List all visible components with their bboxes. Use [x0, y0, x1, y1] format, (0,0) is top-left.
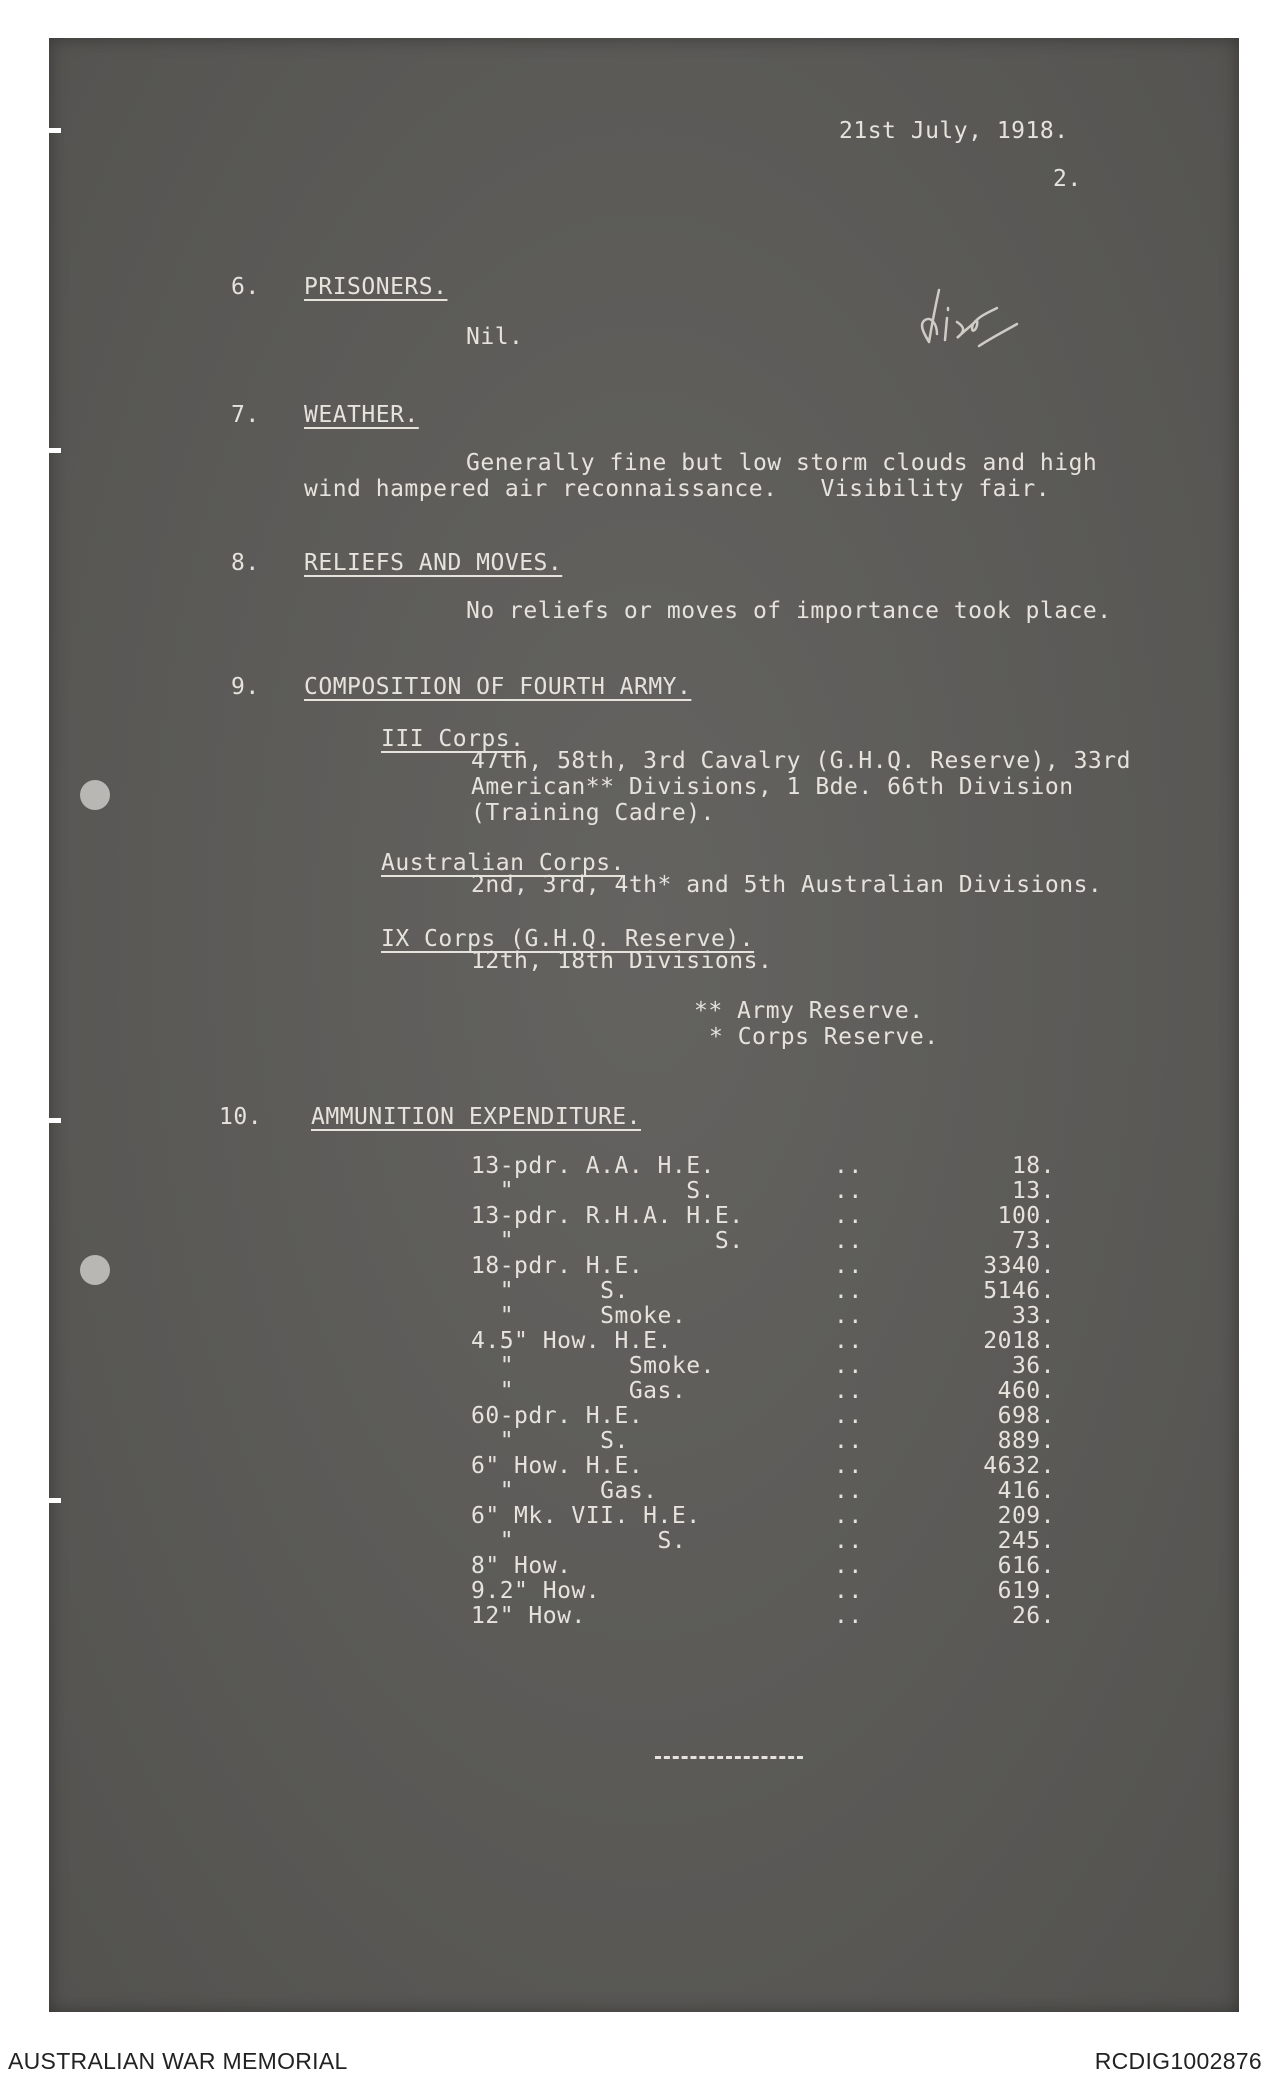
table-row-leader: .. — [834, 1378, 863, 1404]
table-row-leader: .. — [834, 1353, 863, 1379]
page-edge-notch — [45, 1498, 61, 1503]
page-number: 2. — [1053, 166, 1082, 192]
table-row-leader: .. — [834, 1228, 863, 1254]
archive-credit: AUSTRALIAN WAR MEMORIAL — [8, 2048, 348, 2074]
table-row-value: 2018. — [983, 1328, 1055, 1354]
table-row-value: 33. — [1011, 1303, 1055, 1329]
footnote: * Corps Reserve. — [709, 1024, 939, 1050]
table-row-value: 3340. — [983, 1253, 1055, 1279]
section-body-line: Generally fine but low storm clouds and high — [466, 450, 1098, 476]
section-number: 8. — [231, 550, 260, 576]
table-row-value: 36. — [1011, 1353, 1055, 1379]
corps-detail-line: (Training Cadre). — [471, 800, 715, 826]
table-row-label: " Smoke. — [471, 1353, 715, 1379]
table-row-label: " S. — [471, 1228, 744, 1254]
table-row-value: 5146. — [983, 1278, 1055, 1304]
table-row-label: 6" How. H.E. — [471, 1453, 644, 1479]
corps-detail-line: 2nd, 3rd, 4th* and 5th Australian Divisions. — [471, 872, 1103, 898]
table-row-leader: .. — [834, 1603, 863, 1629]
table-row-leader: .. — [834, 1553, 863, 1579]
table-row-value: 698. — [997, 1403, 1055, 1429]
section-body: No reliefs or moves of importance took place. — [466, 598, 1112, 624]
document-date: 21st July, 1918. — [839, 118, 1069, 144]
table-row-value: 73. — [1011, 1228, 1055, 1254]
table-row-leader: .. — [834, 1153, 863, 1179]
table-row-value: 889. — [997, 1428, 1055, 1454]
table-row-label: 13-pdr. A.A. H.E. — [471, 1153, 715, 1179]
corps-detail-line: 12th, 18th Divisions. — [471, 948, 773, 974]
punch-hole — [80, 780, 110, 810]
punch-hole — [80, 1255, 110, 1285]
table-row-label: " S. — [471, 1528, 687, 1554]
table-row-leader: .. — [834, 1203, 863, 1229]
document-page — [49, 38, 1239, 2012]
table-row-leader: .. — [834, 1578, 863, 1604]
table-row-value: 26. — [1011, 1603, 1055, 1629]
table-row-value: 209. — [997, 1503, 1055, 1529]
page-edge-notch — [45, 128, 61, 133]
table-row-label: 9.2" How. — [471, 1578, 601, 1604]
table-row-value: 245. — [997, 1528, 1055, 1554]
section-number: 9. — [231, 674, 260, 700]
table-row-value: 616. — [997, 1553, 1055, 1579]
table-row-leader: .. — [834, 1453, 863, 1479]
table-row-label: " S. — [471, 1428, 629, 1454]
section-heading-reliefs: RELIEFS AND MOVES. — [304, 550, 563, 576]
table-row-value: 460. — [997, 1378, 1055, 1404]
section-heading-prisoners: PRISONERS. — [304, 274, 448, 300]
table-row-value: 416. — [997, 1478, 1055, 1504]
corps-detail-line: American** Divisions, 1 Bde. 66th Division — [471, 774, 1074, 800]
archive-reference: RCDIG1002876 — [1094, 2048, 1262, 2074]
corps-detail-line: 47th, 58th, 3rd Cavalry (G.H.Q. Reserve), 33rd — [471, 748, 1131, 774]
table-row-label: " Gas. — [471, 1478, 658, 1504]
table-row-label: " S. — [471, 1178, 715, 1204]
table-row-label: 60-pdr. H.E. — [471, 1403, 644, 1429]
table-row-label: 12" How. — [471, 1603, 586, 1629]
corps-name: Australian Corps. — [381, 850, 625, 876]
page-edge-notch — [45, 448, 61, 453]
table-row-label: " S. — [471, 1278, 629, 1304]
footnote: ** Army Reserve. — [694, 998, 924, 1024]
table-row-value: 619. — [997, 1578, 1055, 1604]
table-row-leader: .. — [834, 1328, 863, 1354]
table-row-label: 13-pdr. R.H.A. H.E. — [471, 1203, 744, 1229]
page-edge-notch — [45, 1118, 61, 1123]
table-row-leader: .. — [834, 1278, 863, 1304]
table-row-leader: .. — [834, 1303, 863, 1329]
end-divider — [655, 1756, 803, 1759]
table-row-label: " Smoke. — [471, 1303, 687, 1329]
table-row-label: 6" Mk. VII. H.E. — [471, 1503, 701, 1529]
table-row-value: 4632. — [983, 1453, 1055, 1479]
table-row-value: 100. — [997, 1203, 1055, 1229]
handwritten-initials — [917, 278, 1027, 358]
table-row-leader: .. — [834, 1403, 863, 1429]
table-row-label: 4.5" How. H.E. — [471, 1328, 672, 1354]
table-row-label: " Gas. — [471, 1378, 687, 1404]
corps-name: IX Corps (G.H.Q. Reserve). — [381, 926, 755, 952]
table-row-value: 18. — [1011, 1153, 1055, 1179]
section-heading-weather: WEATHER. — [304, 402, 419, 428]
corps-name: III Corps. — [381, 726, 525, 752]
section-number: 6. — [231, 274, 260, 300]
table-row-leader: .. — [834, 1253, 863, 1279]
section-number: 7. — [231, 402, 260, 428]
section-body-line: wind hampered air reconnaissance. Visibility fair. — [304, 476, 1051, 502]
table-row-leader: .. — [834, 1528, 863, 1554]
table-row-label: 8" How. — [471, 1553, 572, 1579]
table-row-value: 13. — [1011, 1178, 1055, 1204]
table-row-leader: .. — [834, 1478, 863, 1504]
section-heading-ammunition: AMMUNITION EXPENDITURE. — [311, 1104, 641, 1130]
table-row-label: 18-pdr. H.E. — [471, 1253, 644, 1279]
table-row-leader: .. — [834, 1428, 863, 1454]
section-number: 10. — [219, 1104, 263, 1130]
table-row-leader: .. — [834, 1178, 863, 1204]
section-body: Nil. — [466, 324, 524, 350]
section-heading-composition: COMPOSITION OF FOURTH ARMY. — [304, 674, 692, 700]
table-row-leader: .. — [834, 1503, 863, 1529]
